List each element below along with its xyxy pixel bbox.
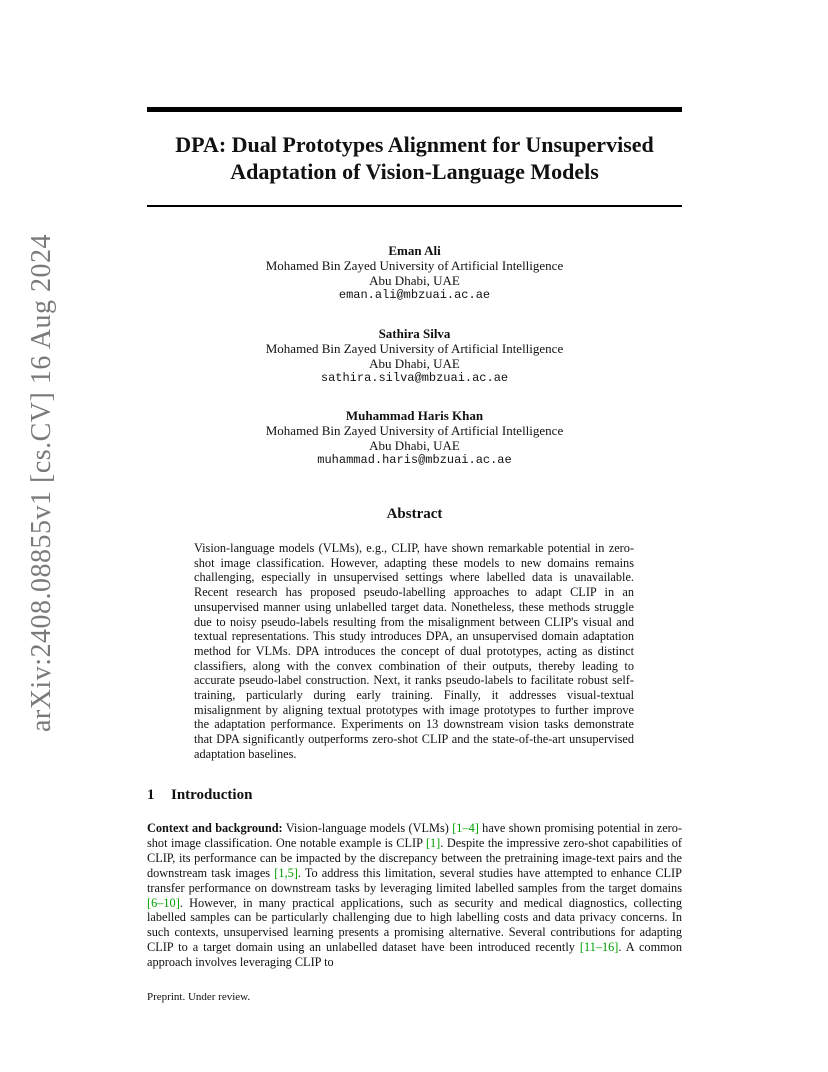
- section-title: Introduction: [171, 787, 253, 803]
- author-affiliation: Mohamed Bin Zayed University of Artificial Intelligence: [265, 423, 564, 438]
- author-block: [147, 408, 682, 468]
- citation-link[interactable]: [1]: [425, 835, 441, 850]
- author-block: [147, 326, 682, 386]
- title-line-1: DPA: Dual Prototypes Alignment for Unsupervised: [175, 132, 654, 157]
- intro-text-run: . However, in many practical applications, such as security and medical diagnostics, collecting labelled samples can be particularly challenging due to high labelling costs and data privacy concerns. In such contexts, unsupervised learning presents a promising alternative. Several contributions for adapting CLIP to a target domain using an unlabelled dataset have been introduced recently: [147, 895, 682, 955]
- abstract-heading: Abstract: [386, 506, 443, 522]
- citation-link[interactable]: [1,5]: [274, 865, 298, 880]
- author-name: Muhammad Haris Khan: [345, 408, 484, 423]
- intro-text-run: Vision-language models (VLMs): [282, 821, 453, 835]
- citation-link[interactable]: [11–16]: [579, 940, 619, 955]
- title-rule-bottom: [147, 205, 682, 207]
- paragraph-lead: Context and background:: [147, 821, 283, 835]
- intro-text-run: have shown promising potential in zero-shot image classification. One notable example is CLIP: [147, 821, 682, 850]
- arxiv-id: arXiv:2408.08855v1 [cs.CV] 16 Aug 2024: [26, 233, 57, 733]
- author-location: Abu Dhabi, UAE: [369, 273, 460, 288]
- author-email[interactable]: muhammad.haris@mbzuai.ac.ae: [317, 453, 512, 467]
- author-location: Abu Dhabi, UAE: [369, 438, 460, 453]
- author-block: [147, 243, 682, 303]
- intro-paragraph: [147, 821, 682, 970]
- intro-text-run: . A common approach involves leveraging CLIP to: [147, 940, 682, 970]
- author-location: Abu Dhabi, UAE: [369, 356, 460, 371]
- citation-link[interactable]: [6–10]: [147, 895, 180, 910]
- section-number: 1: [147, 787, 155, 803]
- footer-note: Preprint. Under review.: [147, 991, 251, 1003]
- paper-title: [147, 131, 682, 185]
- author-affiliation: Mohamed Bin Zayed University of Artificial Intelligence: [265, 258, 564, 273]
- title-line-2: Adaptation of Vision-Language Models: [230, 159, 599, 184]
- author-name: Sathira Silva: [378, 326, 451, 341]
- author-email[interactable]: sathira.silva@mbzuai.ac.ae: [320, 371, 509, 385]
- title-rule-top: [147, 107, 682, 112]
- author-affiliation: Mohamed Bin Zayed University of Artificial Intelligence: [265, 341, 564, 356]
- intro-text-run: . Despite the impressive zero-shot capabilities of CLIP, its performance can be impacted by the discrepancy between the pretraining image-text pairs and the downstream task images: [147, 835, 682, 880]
- citation-link[interactable]: [1–4]: [452, 821, 479, 835]
- intro-text-run: . To address this limitation, several studies have attempted to enhance CLIP transfer performance on downstream tasks by leveraging limited labelled samples from the target domains: [147, 865, 682, 895]
- author-name: Eman Ali: [388, 243, 441, 258]
- author-email[interactable]: eman.ali@mbzuai.ac.ae: [338, 288, 491, 302]
- abstract-text: Vision-language models (VLMs), e.g., CLIP, have shown remarkable potential in zero-shot image classification. However, adapting these models to new domains remains challenging, especially in unsupervised settings where labelled data is unavailable. Recent research has proposed pseudo-labelling approaches to adapt CLIP in an unsupervised manner using unlabelled target data. Nonetheless, these methods struggle due to noisy pseudo-labels resulting from the misalignment between CLIP's visual and textual representations. This study introduces DPA, an unsupervised domain adaptation method for VLMs. DPA introduces the concept of dual prototypes, acting as distinct classifiers, along with the convex combination of their outputs, thereby leading to accurate pseudo-label construction. Next, it ranks pseudo-labels to facilitate robust self-training, particularly during early training. Finally, it addresses visual-textual misalignment by aligning textual prototypes with image prototypes to further improve the adaptation performance. Experiments on 13 downstream vision tasks demonstrate that DPA significantly outperforms zero-shot CLIP and the state-of-the-art unsupervised adaptation baselines.: [194, 541, 634, 761]
- section-heading: [147, 787, 252, 804]
